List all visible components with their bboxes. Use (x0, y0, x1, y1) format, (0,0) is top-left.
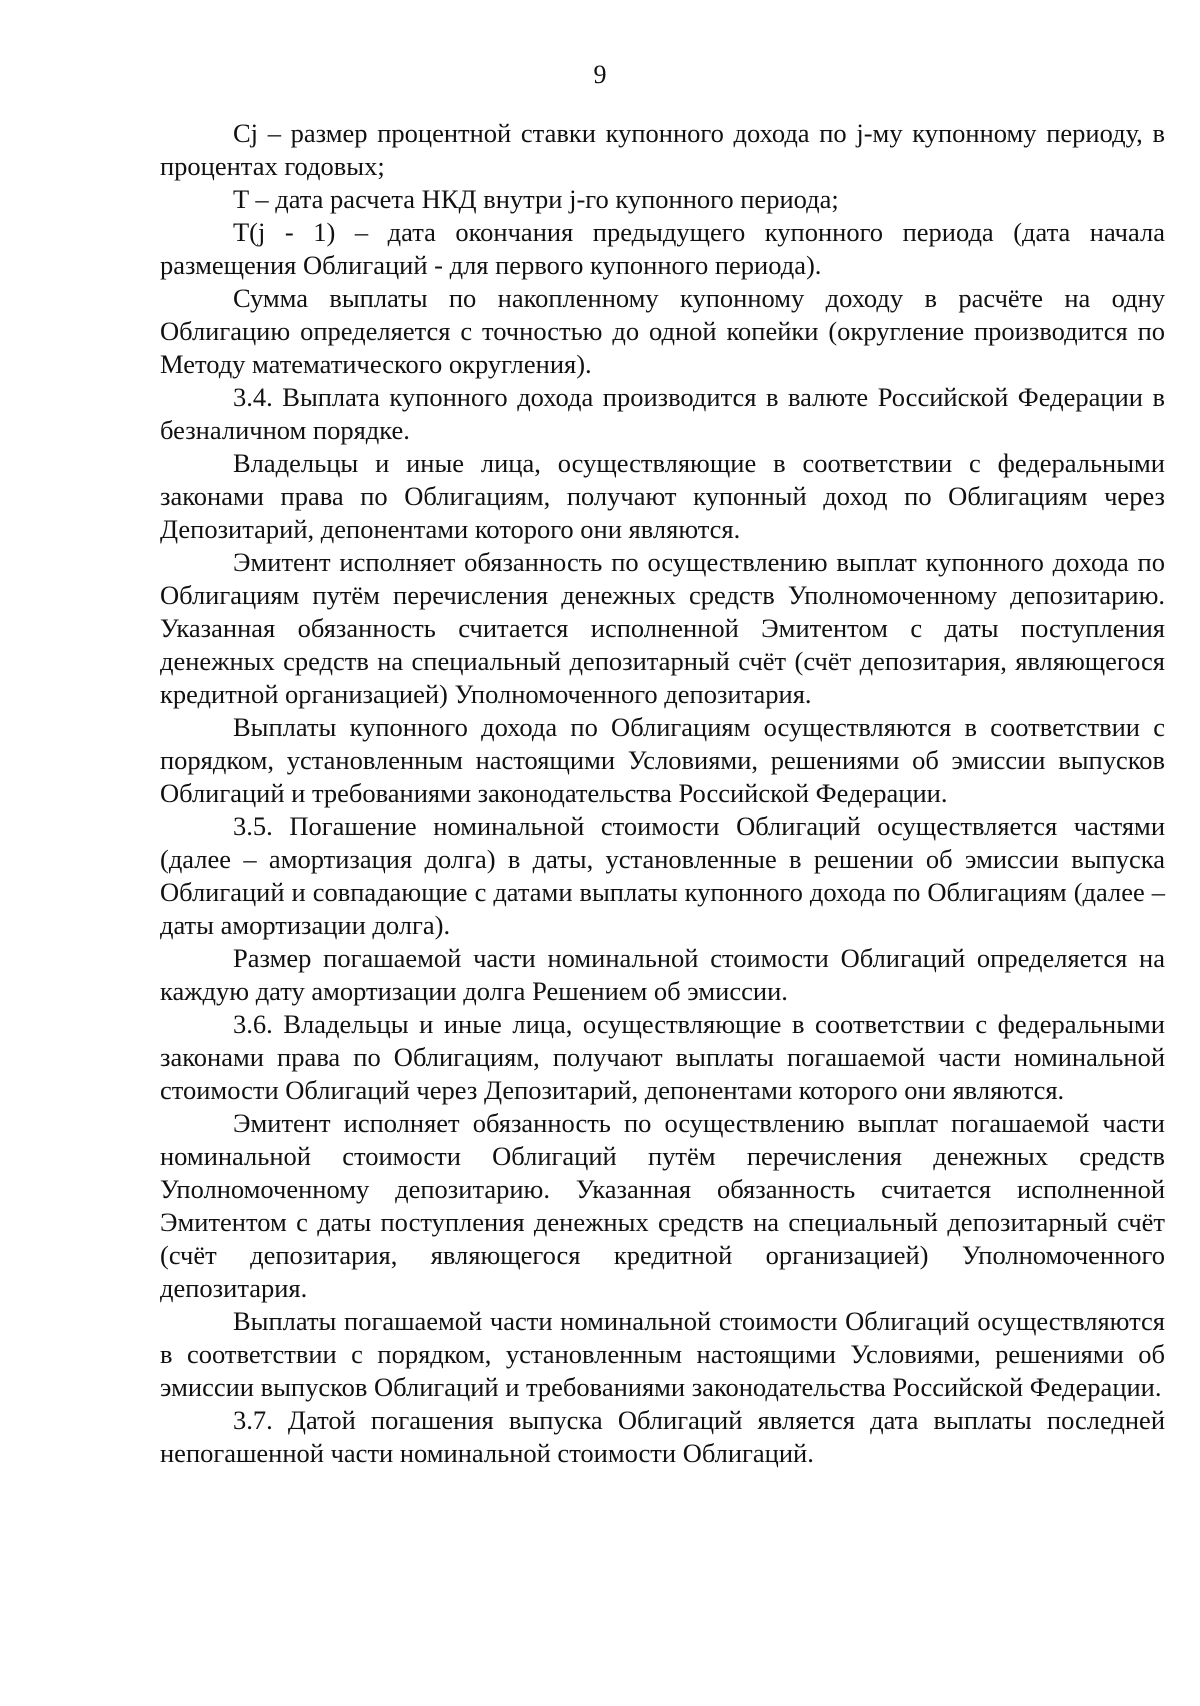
paragraph-redemption-payments: Выплаты погашаемой части номинальной стоимости Облигаций осуществляются в соответствии с порядком, установленным настоящими Условиями, решениями об эмиссии выпусков Облигаций и требованиями законодательства Российской Федерации. (160, 1306, 1165, 1402)
paragraph-issuer-coupon-obligation: Эмитент исполняет обязанность по осуществлению выплат купонного дохода по Облигациям путём перечисления денежных средств Уполномоченному депозитарию. Указанная обязанность считается исполненной Эмитентом с даты поступления денежных средств на специальный депозитарный счёт (счёт депозитария, являющегося кредитной организацией) Уполномоченного депозитария. (160, 547, 1165, 709)
paragraph-t-definition: T – дата расчета НКД внутри j-го купонного периода; (233, 184, 839, 214)
paragraph-coupon-payments: Выплаты купонного дохода по Облигациям осуществляются в соответствии с порядком, установленным настоящими Условиями, решениями об эмиссии выпусков Облигаций и требованиями законодательства Российской Федерации. (160, 712, 1165, 808)
document-body (160, 117, 1165, 1470)
page-number: 9 (593, 60, 607, 89)
paragraph-section-3-7: 3.7. Датой погашения выпуска Облигаций является дата выплаты последней непогашенной части номинальной стоимости Облигаций. (160, 1405, 1165, 1468)
paragraph-rounding: Сумма выплаты по накопленному купонному доходу в расчёте на одну Облигацию определяется с точностью до одной копейки (округление производится по Методу математического округления). (160, 283, 1165, 379)
paragraph-tj-definition: T(j - 1) – дата окончания предыдущего купонного периода (дата начала размещения Облигаций - для первого купонного периода). (160, 217, 1165, 280)
paragraph-owners-coupon: Владельцы и иные лица, осуществляющие в соответствии с федеральными законами права по Облигациям, получают купонный доход по Облигациям через Депозитарий, депонентами которого они являются. (160, 448, 1165, 544)
paragraph-section-3-6: 3.6. Владельцы и иные лица, осуществляющие в соответствии с федеральными законами права по Облигациям, получают выплаты погашаемой части номинальной стоимости Облигаций через Депозитарий, депонентами которого они являются. (160, 1009, 1165, 1105)
paragraph-section-3-5: 3.5. Погашение номинальной стоимости Облигаций осуществляется частями (далее – амортизация долга) в даты, установленные в решении об эмиссии выпуска Облигаций и совпадающие с датами выплаты купонного дохода по Облигациям (далее – даты амортизации долга). (160, 811, 1165, 940)
paragraph-section-3-4: 3.4. Выплата купонного дохода производится в валюте Российской Федерации в безналичном порядке. (160, 382, 1165, 445)
paragraph-cj-definition: Cj – размер процентной ставки купонного дохода по j-му купонному периоду, в процентах годовых; (160, 118, 1165, 181)
paragraph-issuer-redemption-obligation: Эмитент исполняет обязанность по осуществлению выплат погашаемой части номинальной стоимости Облигаций путём перечисления денежных средств Уполномоченному депозитарию. Указанная обязанность считается исполненной Эмитентом с даты поступления денежных средств на специальный депозитарный счёт (счёт депозитария, являющегося кредитной организацией) Уполномоченного депозитария. (160, 1108, 1165, 1303)
paragraph-amortization-size: Размер погашаемой части номинальной стоимости Облигаций определяется на каждую дату амортизации долга Решением об эмиссии. (160, 943, 1165, 1006)
